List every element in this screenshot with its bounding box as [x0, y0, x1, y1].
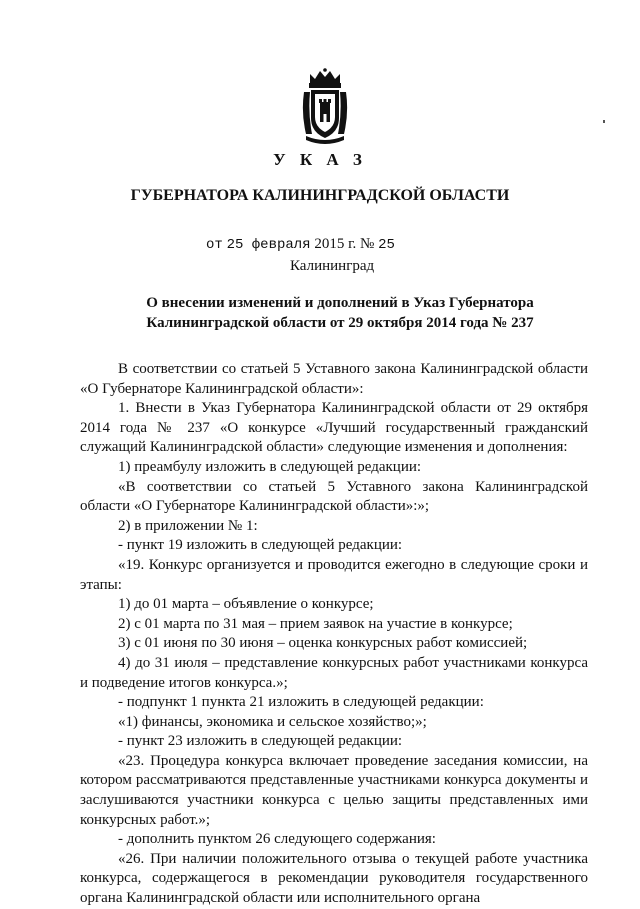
- subject-line-1: О внесении изменений и дополнений в Указ Губернатора: [146, 295, 534, 311]
- paragraph: - дополнить пунктом 26 следующего содержания:: [118, 831, 436, 848]
- paragraph: «В соответствии со статьей 5 Уставного закона Калининградской области «О Губернаторе Калининградской области»:»;: [80, 478, 588, 515]
- paragraph: «1) финансы, экономика и сельское хозяйство;»;: [118, 713, 427, 730]
- paragraph: - подпункт 1 пункта 21 изложить в следующей редакции:: [118, 694, 484, 711]
- decree-body: [80, 360, 588, 909]
- paragraph: 1. Внести в Указ Губернатора Калининградской области от 29 октября 2014 года № 237 «О конкурсе «Лучший государственный гражданский служащий Калининградской области» следующие изменения и дополнения:: [80, 400, 588, 456]
- number-sign: №: [360, 236, 375, 252]
- date-year: 2015 г.: [314, 236, 357, 252]
- paragraph: - пункт 23 изложить в следующей редакции:: [118, 733, 403, 750]
- city: Калининград: [290, 258, 375, 274]
- decree-subject: [100, 293, 580, 333]
- scan-speck: [603, 120, 605, 123]
- paragraph: 1) до 01 марта – объявление о конкурсе;: [118, 596, 374, 613]
- paragraph: 4) до 31 июля – представление конкурсных работ участниками конкурса и подведение итогов конкурса.»;: [80, 654, 588, 691]
- subject-line-2: Калининградской области от 29 октября 2014 года № 237: [146, 315, 534, 331]
- paragraph: 3) с 01 июня по 30 июня – оценка конкурсных работ комиссией;: [118, 635, 528, 652]
- date-line: [206, 236, 395, 253]
- document-type-title: У К А З: [273, 150, 367, 169]
- date-prefix: от: [206, 237, 223, 253]
- paragraph: «19. Конкурс организуется и проводится ежегодно в следующие сроки и этапы:: [80, 556, 588, 593]
- paragraph: 2) с 01 марта по 31 мая – прием заявок на участие в конкурсе;: [118, 615, 513, 632]
- decree-number: 25: [378, 237, 395, 253]
- paragraph: - пункт 19 изложить в следующей редакции:: [118, 537, 403, 554]
- paragraph: 2) в приложении № 1:: [118, 517, 258, 534]
- issuing-authority: ГУБЕРНАТОРА КАЛИНИНГРАДСКОЙ ОБЛАСТИ: [130, 187, 510, 204]
- paragraph: «26. При наличии положительного отзыва о текущей работе участника конкурса, содержащегося в рекомендации руководителя государственного органа Калининградской области или исполнительного органа: [80, 850, 588, 907]
- coat-of-arms-icon: [300, 68, 350, 146]
- paragraph: 1) преамбулу изложить в следующей редакции:: [118, 458, 422, 475]
- paragraph: «23. Процедура конкурса включает проведение заседания комиссии, на котором рассматриваются представленные участниками конкурса документы и заслушиваются участники конкурса с целью защиты представленных ими конкурсных работ.»;: [80, 752, 588, 828]
- paragraph: В соответствии со статьей 5 Уставного закона Калининградской области «О Губернаторе Калининградской области»:: [80, 361, 588, 397]
- date-day-month: 25 февраля: [226, 237, 311, 253]
